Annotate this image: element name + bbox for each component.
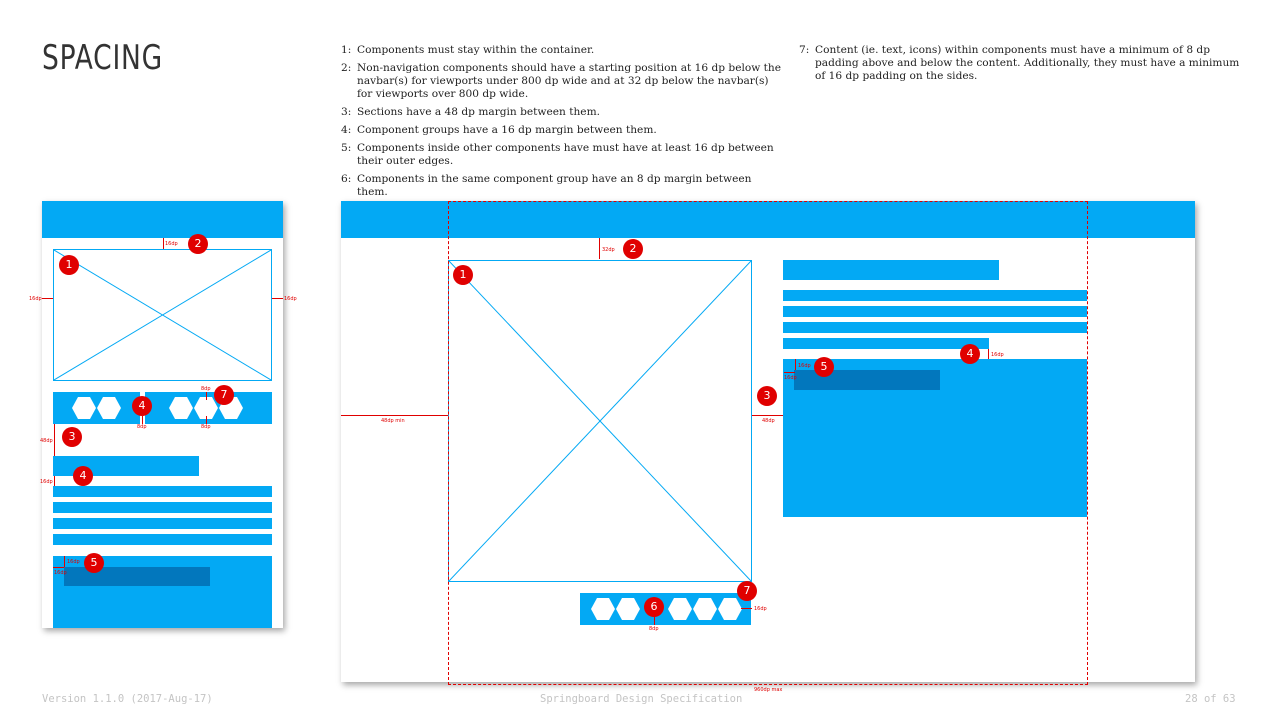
measure-label: 8dp	[201, 424, 211, 430]
measure-line	[206, 416, 207, 424]
mobile-text-line	[53, 502, 272, 513]
rule-item: 5: Components inside other components have must have at least 16 dp between their outer edges.	[341, 142, 774, 167]
annotation-badge: 5	[84, 553, 104, 573]
page-title: SPACING	[42, 38, 163, 78]
measure-line	[784, 372, 795, 373]
rule-item: 7: Content (ie. text, icons) within components must have a minimum of 8 dp padding above and below the content. Additionally, they must have a minimum of 16 dp padding on the sides.	[799, 44, 1240, 82]
measure-line	[741, 608, 752, 609]
annotation-badge: 7	[737, 581, 757, 601]
measure-label: 16dp	[798, 363, 811, 369]
measure-label: 16dp	[54, 570, 67, 576]
measure-line	[142, 416, 143, 424]
mobile-text-line	[53, 518, 272, 529]
rule-item: 4: Component groups have a 16 dp margin between them.	[341, 124, 657, 136]
hexagon-icon	[72, 397, 96, 419]
measure-label: 8dp	[649, 626, 659, 632]
measure-line	[599, 238, 600, 259]
measure-label: 16dp	[165, 241, 178, 247]
measure-label: 48dp	[40, 438, 53, 444]
annotation-badge: 5	[814, 357, 834, 377]
mobile-text-line	[53, 534, 272, 545]
annotation-badge: 1	[59, 255, 79, 275]
measure-line	[752, 415, 783, 416]
measure-label: 16dp	[40, 479, 53, 485]
measure-label: 16dp	[67, 559, 80, 565]
footer-page-number: 28 of 63	[1185, 693, 1236, 705]
measure-label: 16dp	[754, 606, 767, 612]
measure-line	[988, 349, 989, 359]
measure-label: 16dp	[784, 375, 797, 381]
measure-line	[54, 476, 55, 486]
measure-label: 960dp max	[754, 687, 783, 693]
mobile-image-placeholder	[53, 249, 272, 381]
hexagon-icon	[169, 397, 193, 419]
measure-line	[54, 424, 55, 456]
annotation-badge: 7	[214, 385, 234, 405]
hexagon-icon	[97, 397, 121, 419]
rule-item: 3: Sections have a 48 dp margin between them.	[341, 106, 600, 118]
measure-line	[64, 556, 65, 567]
placeholder-cross-icon	[54, 250, 271, 380]
measure-line	[654, 617, 655, 625]
measure-label: 8dp	[137, 424, 147, 430]
mobile-hex-icons-left	[72, 397, 121, 419]
measure-line	[206, 392, 207, 400]
mobile-text-line	[53, 486, 272, 497]
measure-label: 16dp	[284, 296, 297, 302]
annotation-badge: 3	[757, 386, 777, 406]
measure-line	[42, 298, 53, 299]
measure-label: 32dp	[602, 247, 615, 253]
rule-item: 6: Components in the same component group have an 8 dp margin between them.	[341, 173, 752, 198]
measure-label: 8dp	[201, 386, 211, 392]
measure-line	[272, 298, 283, 299]
rules-list-right	[799, 44, 1241, 88]
measure-line	[795, 359, 796, 370]
footer-version: Version 1.1.0 (2017-Aug-17)	[42, 693, 213, 705]
rule-item: 1: Components must stay within the container.	[341, 44, 595, 56]
mobile-navbar	[42, 201, 283, 238]
rule-item: 2: Non-navigation components should have a starting position at 16 dp below the navbar(s) for viewports under 800 dp wide and at 32 dp below the navbar(s) for viewports over 800 dp wide.	[341, 62, 782, 100]
measure-line	[341, 415, 448, 416]
annotation-badge: 6	[644, 597, 664, 617]
max-width-container-outline	[448, 201, 1088, 685]
measure-label: 48dp min	[381, 418, 405, 424]
annotation-badge: 4	[960, 344, 980, 364]
annotation-badge: 2	[188, 234, 208, 254]
measure-label: 16dp	[29, 296, 42, 302]
annotation-badge: 2	[623, 239, 643, 259]
measure-label: 16dp	[991, 352, 1004, 358]
measure-label: 48dp	[762, 418, 775, 424]
footer-document-title: Springboard Design Specification	[540, 693, 743, 705]
annotation-badge: 3	[62, 427, 82, 447]
rules-list-left	[341, 44, 783, 204]
measure-line	[53, 567, 64, 568]
annotation-badge: 4	[73, 466, 93, 486]
annotation-badge: 1	[453, 265, 473, 285]
annotation-badge: 4	[132, 396, 152, 416]
measure-line	[163, 238, 164, 249]
